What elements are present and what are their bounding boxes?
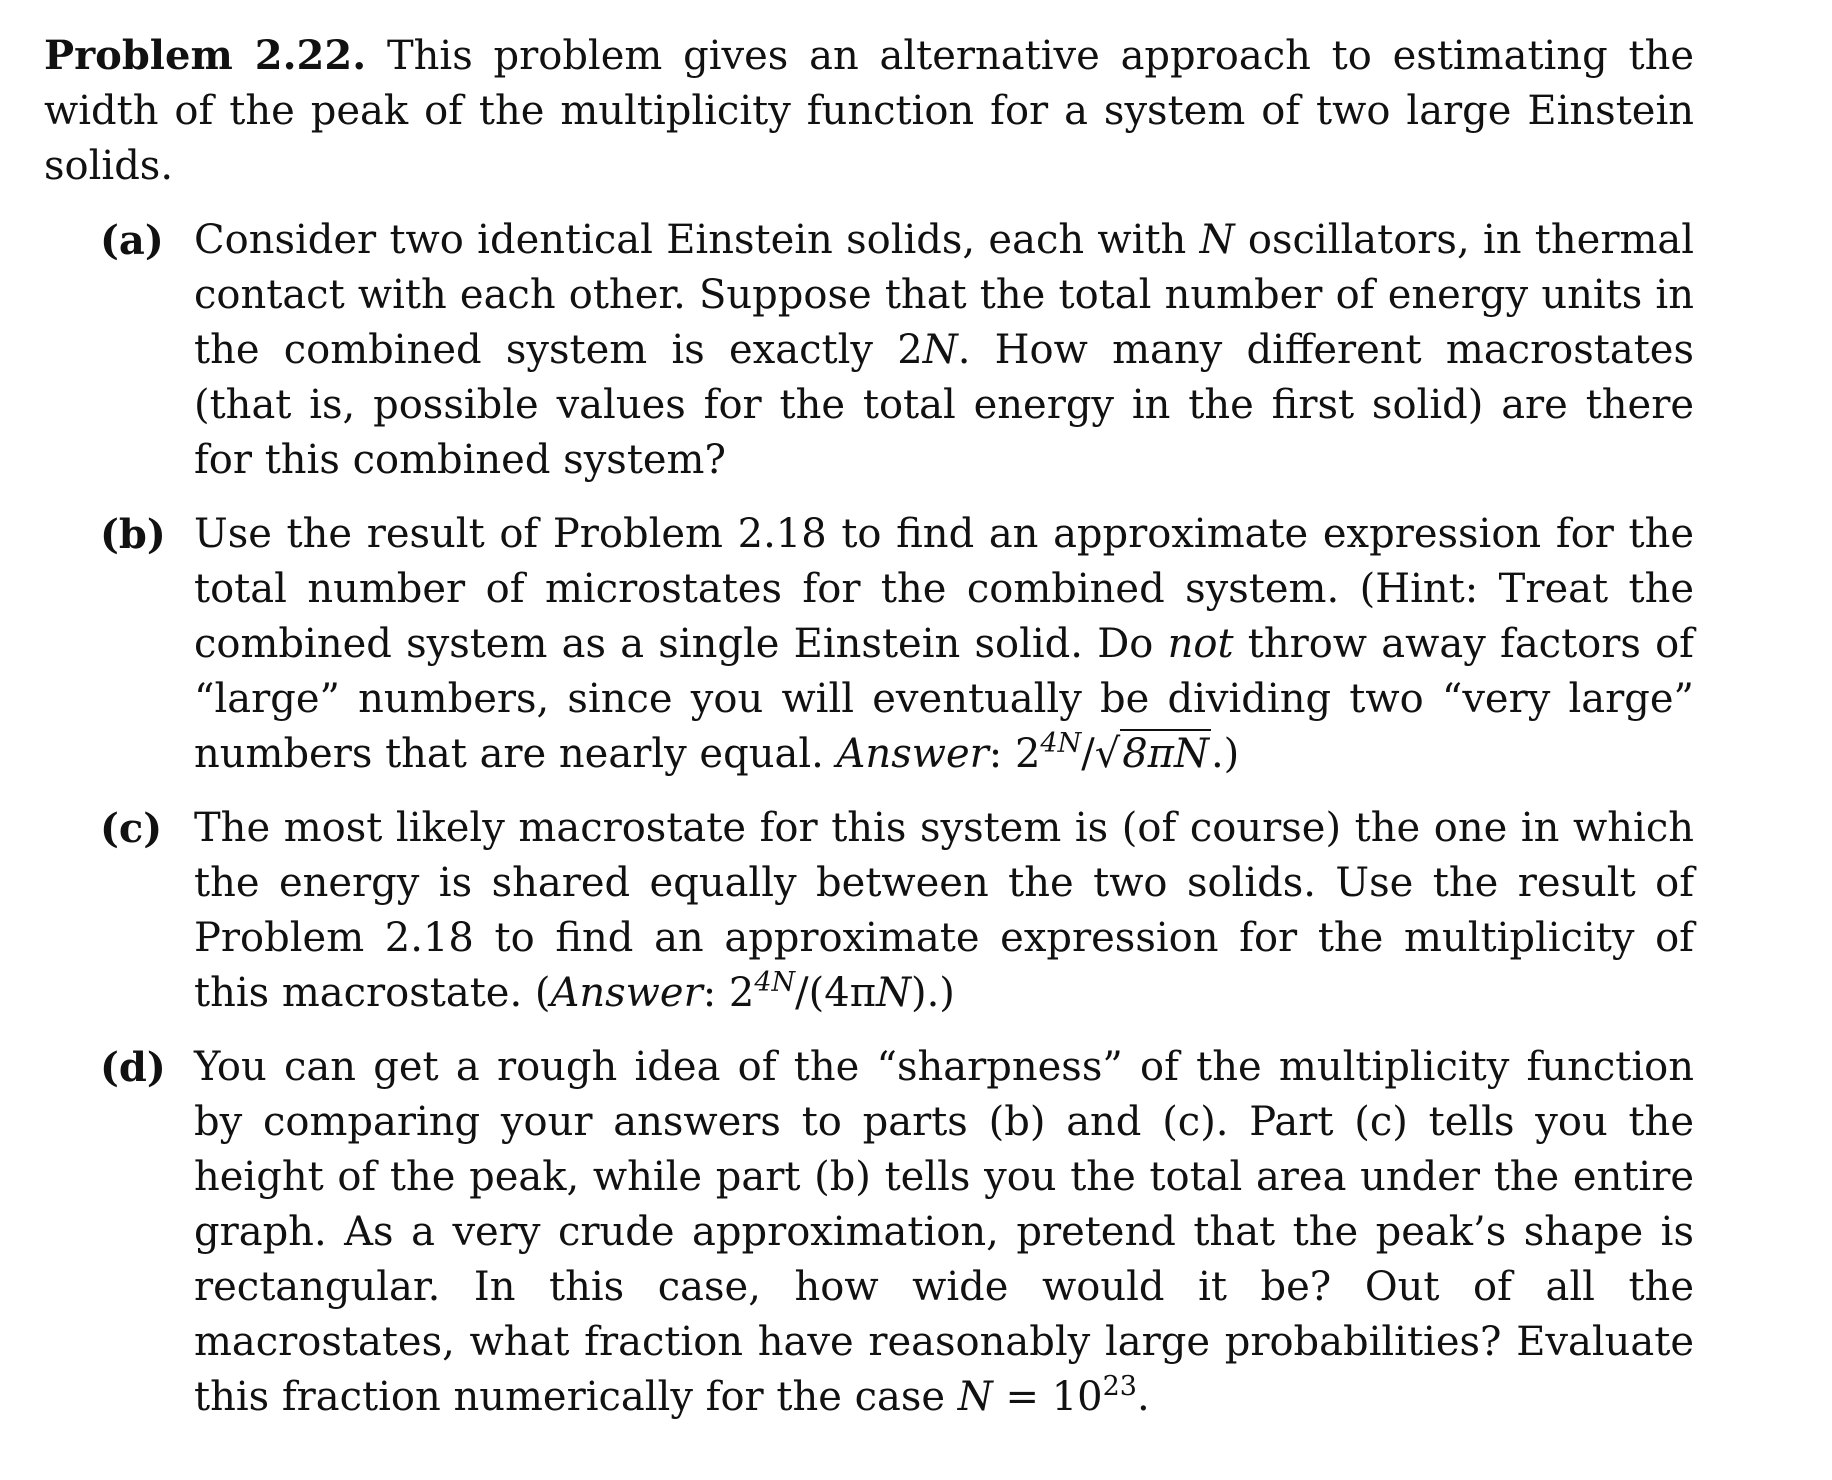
part-b-emphasis: not (1167, 621, 1234, 667)
part-d-var-n: N (957, 1374, 993, 1420)
problem-intro (44, 28, 1694, 194)
part-c-text-1: The most likely macrostate for this system is (of course) the one in which the energy is shared equally between the two solids. Use the result of Problem 2.18 to find an approximate expression for the multiplicity of this macrostate. ( (194, 805, 1694, 1016)
part-b-answer-word: Answer (836, 731, 989, 777)
part-b-slash: / (1081, 731, 1095, 777)
problem-label: Problem 2.22. (44, 32, 367, 79)
part-a-text-3: . How many different macrostates (that is, possible values for the total energy in the first solid) are there for this combined system? (194, 327, 1694, 483)
part-b-text-2: throw away factors of “large” numbers, since you will eventually be dividing two “very large” numbers that are nearly equal. (194, 621, 1694, 777)
part-c-exponent: 4N (754, 967, 796, 998)
part-b-text-1: Use the result of Problem 2.18 to find an approximate expression for the total number of microstates for the combined system. (Hint: Treat the combined system as a single Einstein solid. Do (194, 511, 1694, 667)
problem-intro-text: This problem gives an alternative approach to estimating the width of the peak of the multiplicity function for a system of two large Einstein solids. (44, 33, 1695, 189)
part-b (44, 507, 1694, 782)
problem-page (44, 28, 1694, 1444)
part-d-label: (d) (100, 1044, 166, 1091)
part-d-text-3: . (1136, 1374, 1150, 1420)
part-c-answer-word: Answer (550, 970, 703, 1016)
part-a-text-1: Consider two identical Einstein solids, each with (194, 217, 1200, 263)
part-c-answer-base: : 2 (702, 970, 755, 1016)
sqrt-symbol: √ (1094, 731, 1121, 777)
part-d (44, 1040, 1694, 1425)
part-b-radicand: 8πN (1122, 731, 1209, 777)
part-a-var-n: N (1199, 217, 1235, 263)
part-a-text-2: oscillators, in thermal contact with each other. Suppose that the total number of energy units in the combined system is exactly 2 (194, 217, 1695, 373)
part-c (44, 801, 1694, 1021)
part-c-denominator: /(4π (795, 970, 876, 1016)
problem-parts (44, 213, 1694, 1425)
part-a (44, 213, 1694, 488)
part-c-text-4: ).) (910, 970, 955, 1016)
part-c-label: (c) (100, 805, 163, 852)
part-b-answer-base: : 2 (988, 731, 1041, 777)
part-b-label: (b) (100, 511, 166, 558)
part-d-text-2: = 10 (992, 1374, 1103, 1420)
part-b-text-4: .) (1210, 731, 1240, 777)
part-b-sqrt (1095, 727, 1211, 782)
part-a-var-n-2: N (922, 327, 958, 373)
part-a-label: (a) (100, 217, 164, 264)
part-c-var-n: N (875, 970, 911, 1016)
part-d-exponent: 23 (1102, 1371, 1137, 1402)
part-b-exponent: 4N (1040, 728, 1082, 759)
part-d-text-1: You can get a rough idea of the “sharpness” of the multiplicity function by comparing your answers to parts (b) and (c). Part (c) tells you the height of the peak, while part (b) tells you the total area under the entire graph. As a very crude approximation, pretend that the peak’s shape is rectangular. In this case, how wide would it be? Out of all the macrostates, what fraction have reasonably large probabilities? Evaluate this fraction numerically for the case (194, 1044, 1694, 1420)
